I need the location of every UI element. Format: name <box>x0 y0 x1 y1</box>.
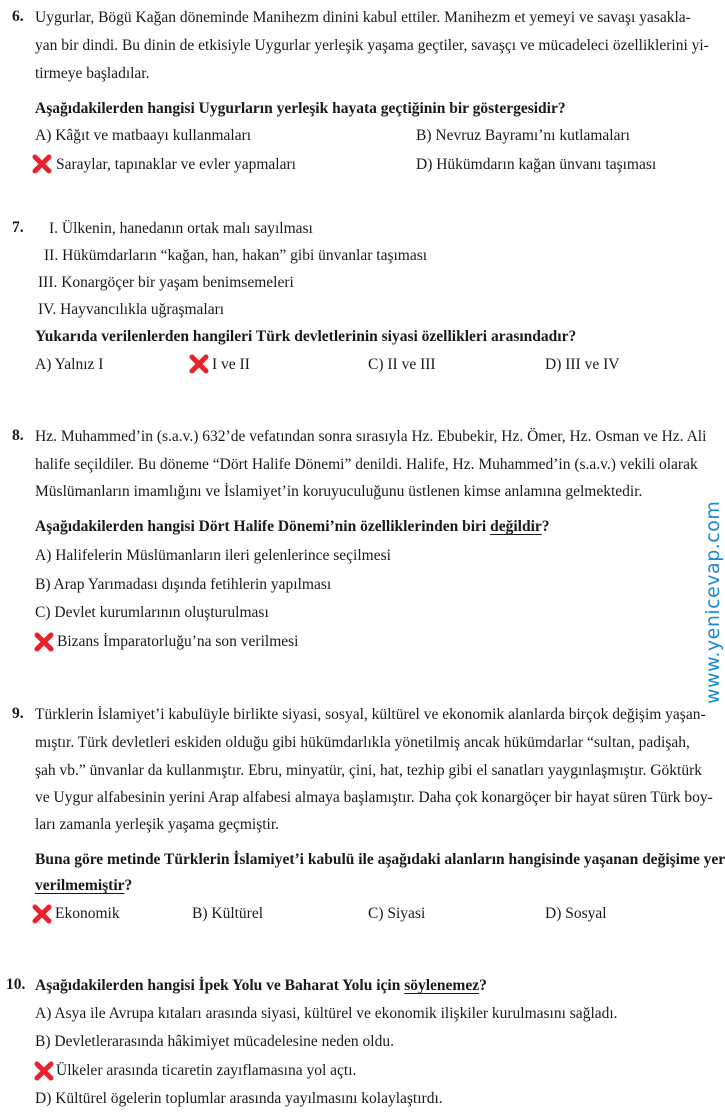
option-b[interactable]: B) Arap Yarımadası dışında fetihlerin yapılması <box>35 576 332 593</box>
passage-line: tirmeye başladılar. <box>35 65 150 82</box>
option-b[interactable]: I ve II <box>212 356 250 373</box>
option-c[interactable]: C) Siyasi <box>368 905 426 922</box>
question-mark: ? <box>541 518 550 535</box>
wrong-answer-x-icon <box>32 154 52 174</box>
passage-line: şah vb.” ünvanlar da kullanmıştır. Ebru, minyatür, çini, hat, tezhip gibi el sanatları yaygınlaşmıştır. Göktürk <box>35 762 703 779</box>
passage-line: Müslümanların imamlığını ve İslamiyet’in koruyuculuğunu üstlenen kimse anlamına gelmektedir. <box>35 483 643 500</box>
option-a[interactable]: Ekonomik <box>55 905 120 922</box>
statement-i: I. Ülkenin, hanedanın ortak malı sayılması <box>49 220 313 237</box>
question-number: 10. <box>6 976 26 993</box>
question-number: 9. <box>12 705 24 722</box>
question-number: 8. <box>12 427 24 444</box>
option-a[interactable]: A) Kâğıt ve matbaayı kullanmaları <box>35 127 252 144</box>
passage-line: Hz. Muhammed’in (s.a.v.) 632’de vefatından sonra sırasıyla Hz. Ebubekir, Hz. Ömer, Hz. Osman ve Hz. Ali <box>35 428 707 445</box>
option-d[interactable]: D) Kültürel ögelerin toplumlar arasında yayılmasını kolaylaştırdı. <box>35 1090 443 1107</box>
svg-text:www.yenicevap.com: www.yenicevap.com <box>702 500 724 704</box>
question-text: Aşağıdakilerden hangisi Dört Halife Dönemi’nin özelliklerinden biri <box>35 518 491 535</box>
question-stem <box>35 976 487 996</box>
watermark-text <box>697 478 725 708</box>
passage-line: yan bir dindi. Bu dinin de etkisiyle Uygurlar yerleşik yaşama geçtiler, savaşçı ve mücadeleci özelliklerini yi- <box>35 37 709 54</box>
underlined-keyword: verilmemiştir <box>35 877 125 894</box>
option-b[interactable]: B) Devletlerarasında hâkimiyet mücadelesine neden oldu. <box>35 1033 394 1050</box>
wrong-answer-x-icon <box>32 904 52 924</box>
passage-line: Türklerin İslamiyet’i kabulüyle birlikte siyasi, sosyal, kültürel ve ekonomik alanlarda birçok değişim yaşan- <box>35 706 706 723</box>
passage-line: ve Uygur alfabesinin yerini Arap alfabesi almaya başlamıştır. Daha çok konargöçer bir hayat süren Türk boy- <box>35 789 713 806</box>
underlined-keyword: değildir <box>490 518 542 535</box>
statement-ii: II. Hükümdarların “kağan, han, hakan” gibi ünvanlar taşıması <box>44 247 428 264</box>
question-stem <box>35 517 550 537</box>
option-a[interactable]: A) Yalnız I <box>35 356 104 373</box>
wrong-answer-x-icon <box>34 632 54 652</box>
question-stem-end <box>35 876 132 896</box>
question-mark: ? <box>479 977 487 994</box>
question-number: 6. <box>12 8 24 25</box>
statement-iv: IV. Hayvancılıkla uğraşmaları <box>38 301 225 318</box>
statement-iii: III. Konargöçer bir yaşam benimsemeleri <box>38 274 294 291</box>
option-d[interactable]: D) Sosyal <box>545 905 607 922</box>
option-a[interactable]: A) Asya ile Avrupa kıtaları arasında siyasi, kültürel ve ekonomik ilişkiler kurulmasını sağladı. <box>35 1005 618 1022</box>
question-stem: Buna göre metinde Türklerin İslamiyet’i kabulü ile aşağıdaki alanların hangisinde yaşanan değişime yer <box>35 851 725 868</box>
option-d[interactable]: D) Hükümdarın kağan ünvanı taşıması <box>416 156 657 173</box>
question-stem: Aşağıdakilerden hangisi Uygurların yerleşik hayata geçtiğinin bir göstergesidir? <box>35 100 566 117</box>
passage-line: Uygurlar, Bögü Kağan döneminde Manihezm dinini kabul ettiler. Manihezm et yemeyi ve savaşı yasakla- <box>35 9 691 26</box>
option-c[interactable]: C) Devlet kurumlarının oluşturulması <box>35 604 269 621</box>
option-d[interactable]: D) III ve IV <box>545 356 620 373</box>
question-text: Aşağıdakilerden hangisi İpek Yolu ve Baharat Yolu için <box>35 977 405 994</box>
option-c[interactable]: C) II ve III <box>368 356 436 373</box>
question-number: 7. <box>12 219 24 236</box>
option-a[interactable]: A) Halifelerin Müslümanların ileri gelenlerince seçilmesi <box>35 547 391 564</box>
passage-line: ları zamanla yerleşik yaşama geçmiştir. <box>35 816 280 833</box>
question-stem: Yukarıda verilenlerden hangileri Türk devletlerinin siyasi özellikleri arasındadır? <box>35 328 577 345</box>
watermark <box>697 478 725 708</box>
underlined-keyword: söylenemez <box>404 977 480 994</box>
option-c[interactable]: Ülkeler arasında ticaretin zayıflamasına yol açtı. <box>56 1062 357 1079</box>
question-mark: ? <box>124 877 133 894</box>
wrong-answer-x-icon <box>34 1061 54 1081</box>
option-c[interactable]: Saraylar, tapınaklar ve evler yapmaları <box>56 156 296 173</box>
passage-line: mıştır. Türk devletleri eskiden olduğu gibi hükümdarlıkla yönetilmiş ancak hükümdarlar “sultan, padişah, <box>35 734 690 751</box>
option-d[interactable]: Bizans İmparatorluğu’na son verilmesi <box>57 633 299 650</box>
option-b[interactable]: B) Nevruz Bayramı’nı kutlamaları <box>416 127 630 144</box>
wrong-answer-x-icon <box>189 354 209 374</box>
option-b[interactable]: B) Kültürel <box>192 905 264 922</box>
passage-line: halife seçildiler. Bu döneme “Dört Halife Dönemi” denildi. Halife, Hz. Muhammed’in (s.a.v.) vekili olarak <box>35 456 698 473</box>
